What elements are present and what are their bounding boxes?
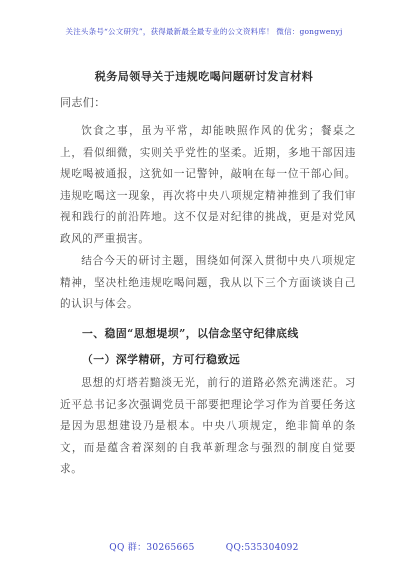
footer-qq: QQ:535304092 <box>225 543 299 553</box>
footer-contact <box>0 540 408 553</box>
salutation: 同志们： <box>60 96 106 109</box>
header-banner: 关注头条号“公文研究”，获得最新最全最专业的公文资料库！ 微信：gongwenyj <box>65 27 343 36</box>
footer-qq-group: QQ 群：30265665 <box>109 543 195 553</box>
paragraph-topic: 结合今天的研讨主题，围绕如何深入贯彻中央八项规定精神，坚决杜绝违规吃喝问题，我从以下三个方面谈谈自己的认识与体会。 <box>60 255 356 311</box>
paragraph-thought: 思想的灯塔若黯淡无光，前行的道路必然充满迷茫。习近平总书记多次强调党员干部要把理论学习作为首要任务这是因为思想建设乃是根本。中央八项规定，绝非简单的条文，而是蕴含着深刻的自我革新理念与强烈的制度自觉要求。 <box>60 377 356 476</box>
section-heading-1: 一、稳固“思想堤坝”，以信念坚守纪律底线 <box>82 327 299 340</box>
subsection-heading-1: （一）深学精研，方可行稳致远 <box>82 353 241 366</box>
document-title: 税务局领导关于违规吃喝问题研讨发言材料 <box>94 70 314 83</box>
paragraph-intro: 饮食之事，虽为平常，却能映照作风的优劣；餐桌之上，看似细微，实则关乎党性的坚柔。近期，多地干部因违规吃喝被通报，这犹如一记警钟，敲响在每一位干部心间。违规吃喝这一现象，再次将中央八项规定精神推到了我们审视和践行的前沿阵地。这不仅是对纪律的挑战，更是对党风政风的严重损害。 <box>60 125 356 245</box>
